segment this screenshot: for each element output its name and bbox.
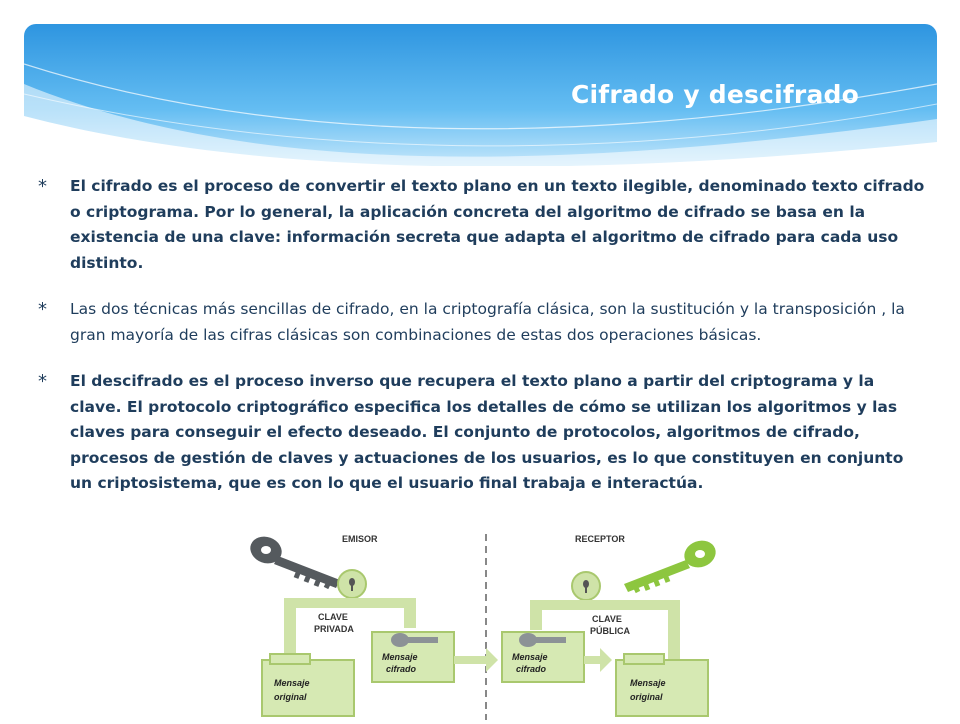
- bullet-text: El cifrado es el proceso de convertir el texto plano en un texto ilegible, denominado texto cifrado o criptograma. Por lo general, la aplicación concreta del algoritmo de cifrado se basa en la existencia de una clave: información secreta que adapta el algoritmo de cifrado para cada uso distinto.: [70, 177, 925, 272]
- mensaje-label: Mensaje: [382, 652, 418, 662]
- mensaje-original-label-1: Mensaje: [274, 678, 310, 688]
- flow-bar: [284, 598, 296, 658]
- lock-icon: [338, 570, 366, 598]
- mensaje-original-label-1: Mensaje: [630, 678, 666, 688]
- bullet-item: [38, 174, 928, 276]
- clave-privada-label-1: CLAVE: [318, 612, 348, 622]
- mensaje-original-label-2: original: [274, 692, 307, 702]
- mensaje-label: Mensaje: [512, 652, 548, 662]
- bullet-text: El descifrado es el proceso inverso que recupera el texto plano a partir del criptograma y la clave. El protocolo criptográfico especifica los detalles de cómo se utilizan los algoritmos y las claves para conseguir el efecto deseado. El conjunto de protocolos, algoritmos de cifrado, procesos de gestión de claves y actuaciones de los usuarios, es lo que constituyen en conjunto un criptosistema, que es con lo que el usuario final trabaja e interactúa.: [70, 372, 904, 492]
- flow-bar: [530, 600, 680, 610]
- cifrado-label: cifrado: [516, 664, 547, 674]
- header-band: [24, 24, 937, 166]
- bullet-list: [38, 174, 928, 497]
- lock-icon: [572, 572, 600, 600]
- transfer-arrow: [584, 648, 612, 672]
- emisor-label: EMISOR: [342, 534, 378, 544]
- flow-bar: [404, 598, 416, 628]
- receptor-label: RECEPTOR: [575, 534, 625, 544]
- bullet-item: [38, 369, 928, 497]
- mensaje-original-label-2: original: [630, 692, 663, 702]
- original-message-folder-icon: [616, 654, 708, 716]
- flow-bar: [530, 600, 542, 630]
- flow-bar: [284, 598, 414, 608]
- bullet-marker: *: [38, 299, 47, 320]
- flow-bar: [668, 600, 680, 660]
- private-key-icon: [247, 532, 340, 588]
- bullet-text: Las dos técnicas más sencillas de cifrado, en la criptografía clásica, son la sustitución y la transposición , la gran mayoría de las cifras clásicas son combinaciones de estas dos operaciones básicas.: [70, 300, 905, 344]
- transfer-arrow: [454, 648, 498, 672]
- clave-privada-label-2: PRIVADA: [314, 624, 354, 634]
- clave-publica-label-1: CLAVE: [592, 614, 622, 624]
- bullet-marker: *: [38, 176, 47, 197]
- cifrado-label: cifrado: [386, 664, 417, 674]
- bullet-item: [38, 297, 928, 348]
- clave-publica-label-2: PÚBLICA: [590, 626, 630, 636]
- bullet-marker: *: [38, 371, 47, 392]
- slide-title: Cifrado y descifrado: [570, 80, 859, 109]
- original-message-folder-icon: [262, 654, 354, 716]
- public-key-icon: [624, 536, 719, 592]
- encryption-diagram: [240, 528, 720, 720]
- encrypted-message-folder-icon: [502, 632, 584, 682]
- encrypted-message-folder-icon: [372, 632, 454, 682]
